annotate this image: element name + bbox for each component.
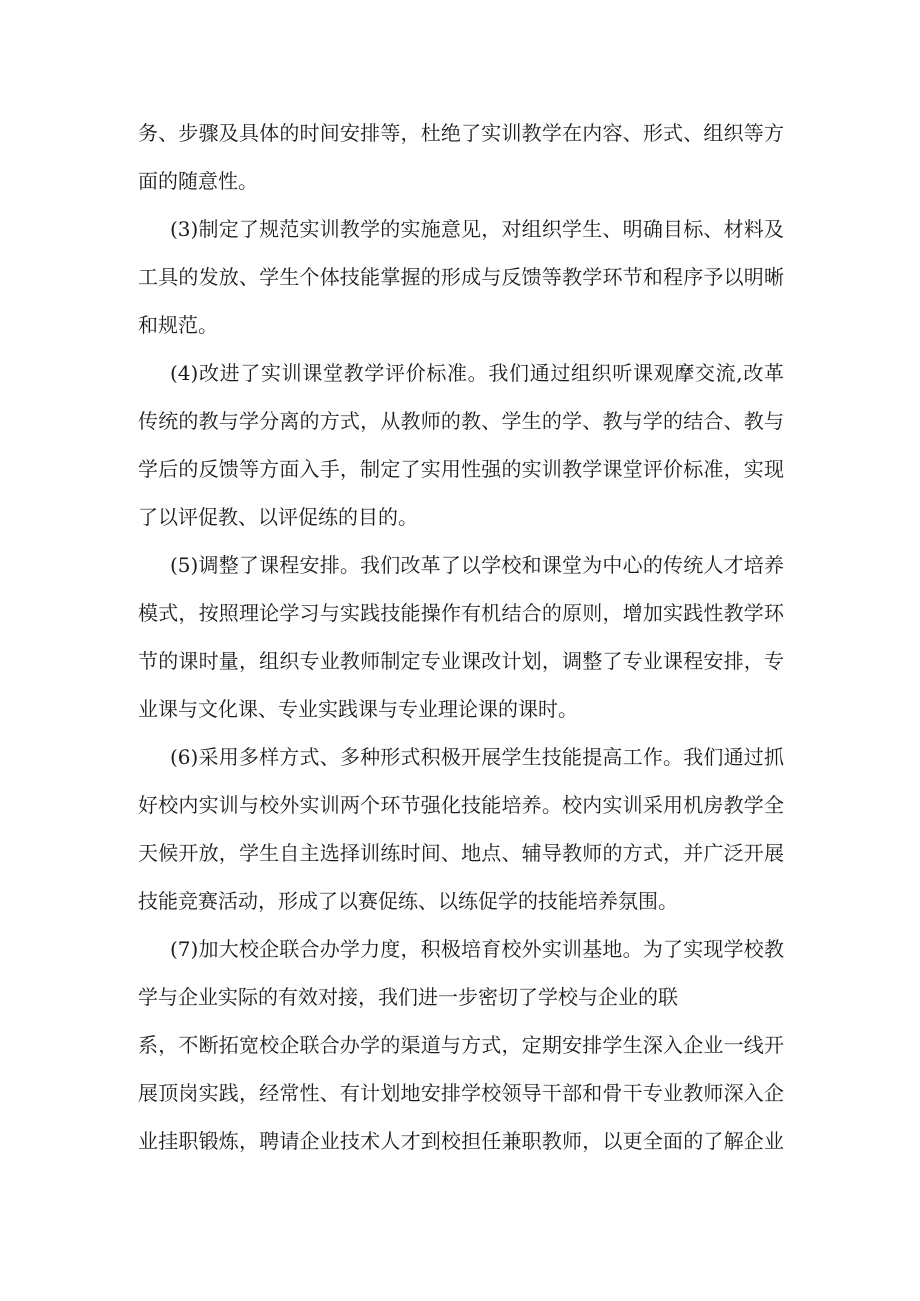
text-line: 学后的反馈等方面入手，制定了实用性强的实训教学课堂评价标准，实现 (138, 457, 784, 481)
paragraph-start-line: (7)加大校企联合办学力度，积极培育校外实训基地。为了实现学校教 (170, 937, 784, 961)
text-line: 学与企业实际的有效对接，我们进一步密切了学校与企业的联 (138, 985, 678, 1009)
paragraph-start-line: (5)调整了课程安排。我们改革了以学校和课堂为中心的传统人才培养 (170, 553, 784, 577)
paragraph-start-line: (3)制定了规范实训教学的实施意见，对组织学生、明确目标、材料及 (170, 217, 784, 241)
text-line: 天候开放，学生自主选择训练时间、地点、辅导教师的方式，并广泛开展 (138, 841, 784, 865)
text-line: 工具的发放、学生个体技能掌握的形成与反馈等教学环节和程序予以明晰 (138, 265, 784, 289)
text-line: 模式，按照理论学习与实践技能操作有机结合的原则，增加实践性教学环 (138, 601, 784, 625)
text-line: 业挂职锻炼，聘请企业技术人才到校担任兼职教师，以更全面的了解企业 (138, 1129, 784, 1153)
text-line: 了以评促教、以评促练的目的。 (138, 505, 418, 529)
text-line: 务、步骤及具体的时间安排等，杜绝了实训教学在内容、形式、组织等方 (138, 121, 784, 145)
text-line: 展顶岗实践，经常性、有计划地安排学校领导干部和骨干专业教师深入企 (138, 1081, 784, 1105)
text-line: 技能竞赛活动，形成了以赛促练、以练促学的技能培养氛围。 (138, 889, 678, 913)
paragraph-start-line: (6)采用多样方式、多种形式积极开展学生技能提高工作。我们通过抓 (170, 745, 784, 769)
text-line: 系，不断拓宽校企联合办学的渠道与方式，定期安排学生深入企业一线开 (138, 1033, 784, 1057)
text-line: 业课与文化课、专业实践课与专业理论课的课时。 (138, 697, 578, 721)
text-line: 传统的教与学分离的方式，从教师的教、学生的学、教与学的结合、教与 (138, 409, 784, 433)
text-line: 面的随意性。 (138, 169, 258, 193)
text-line: 和规范。 (138, 313, 218, 337)
text-line: 好校内实训与校外实训两个环节强化技能培养。校内实训采用机房教学全 (138, 793, 784, 817)
text-line: 节的课时量，组织专业教师制定专业课改计划，调整了专业课程安排，专 (138, 649, 784, 673)
paragraph-start-line: (4)改进了实训课堂教学评价标准。我们通过组织听课观摩交流,改革 (170, 361, 784, 385)
